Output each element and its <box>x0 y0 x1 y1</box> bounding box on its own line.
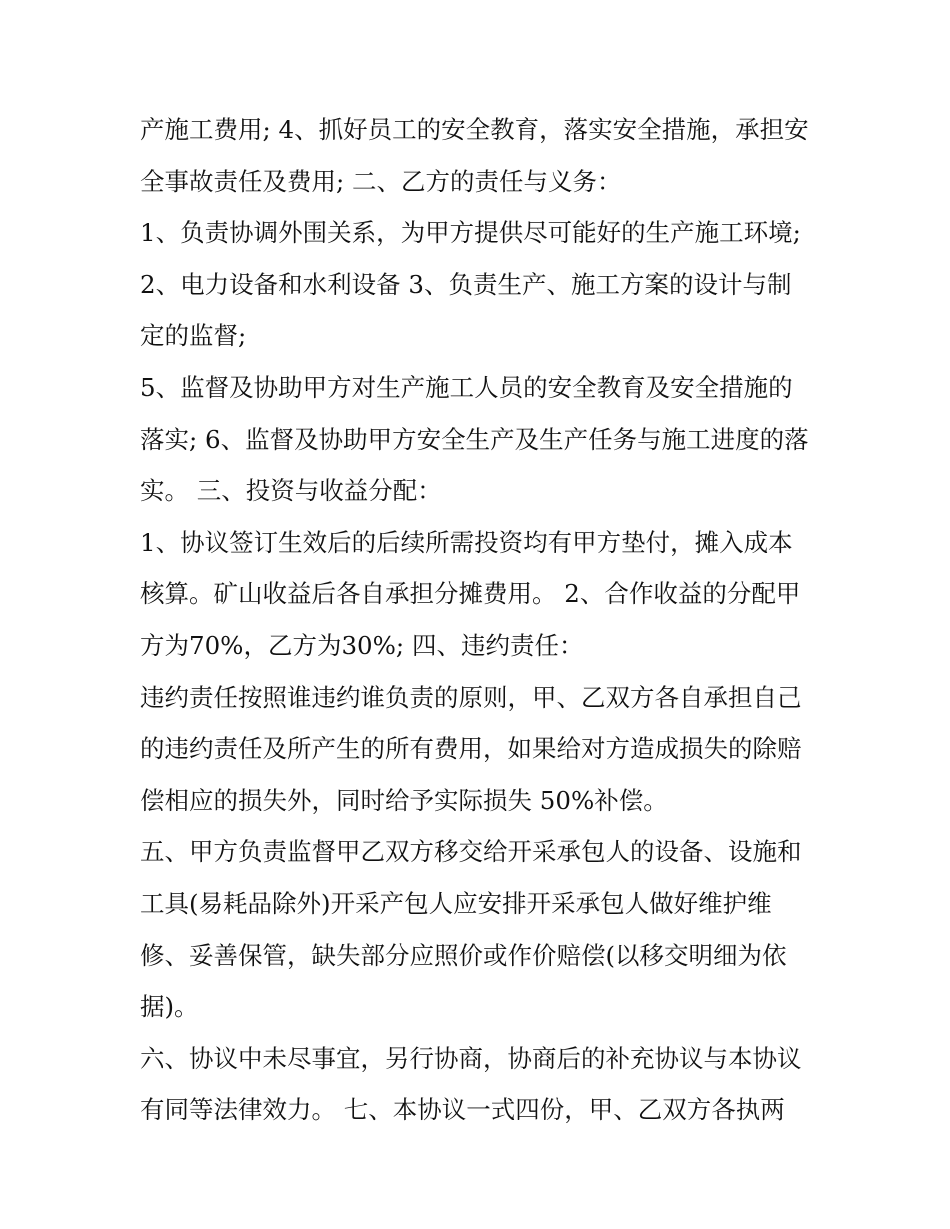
text-line: 六、协议中未尽事宜，另行协商，协商后的补充协议与本协议 <box>140 1043 802 1073</box>
text-line: 五、甲方负责监督甲乙双方移交给开采承包人的设备、设施和 <box>140 837 802 867</box>
text-line: 全事故责任及费用; 二、乙方的责任与义务： <box>140 166 622 196</box>
text-line: 2、电力设备和水利设备 3、负责生产、施工方案的设计与制 <box>140 269 792 299</box>
text-line: 产施工费用; 4、抓好员工的安全教育，落实安全措施，承担安 <box>140 115 809 144</box>
text-line: 核算。矿山收益后各自承担分摊费用。 2、合作收益的分配甲 <box>140 579 801 609</box>
document-body <box>140 104 820 1136</box>
text-line: 1、负责协调外围关系，为甲方提供尽可能好的生产施工环境; <box>140 218 801 248</box>
text-line: 的违约责任及所产生的所有费用，如果给对方造成损失的除赔 <box>140 734 802 764</box>
text-line: 实。 三、投资与收益分配： <box>140 476 442 506</box>
text-line: 落实; 6、监督及协助甲方安全生产及生产任务与施工进度的落 <box>140 424 809 454</box>
text-line: 有同等法律效力。 七、本协议一式四份，甲、乙双方各执两 <box>140 1095 785 1125</box>
text-line: 据)。 <box>140 992 199 1022</box>
text-line: 5、监督及协助甲方对生产施工人员的安全教育及安全措施的 <box>140 372 793 402</box>
text-line: 修、妥善保管，缺失部分应照价或作价赔偿(以移交明细为依 <box>140 940 787 970</box>
text-line: 定的监督; <box>140 321 247 351</box>
text-line: 偿相应的损失外，同时给予实际损失 50%补偿。 <box>140 785 668 815</box>
text-line: 1、协议签订生效后的后续所需投资均有甲方垫付，摊入成本 <box>140 527 793 557</box>
text-line: 违约责任按照谁违约谁负责的原则，甲、乙双方各自承担自己 <box>140 682 802 712</box>
text-line: 方为70%，乙方为30%; 四、违约责任： <box>140 630 584 660</box>
text-line: 工具(易耗品除外)开采产包人应安排开采承包人做好维护维 <box>140 888 772 918</box>
